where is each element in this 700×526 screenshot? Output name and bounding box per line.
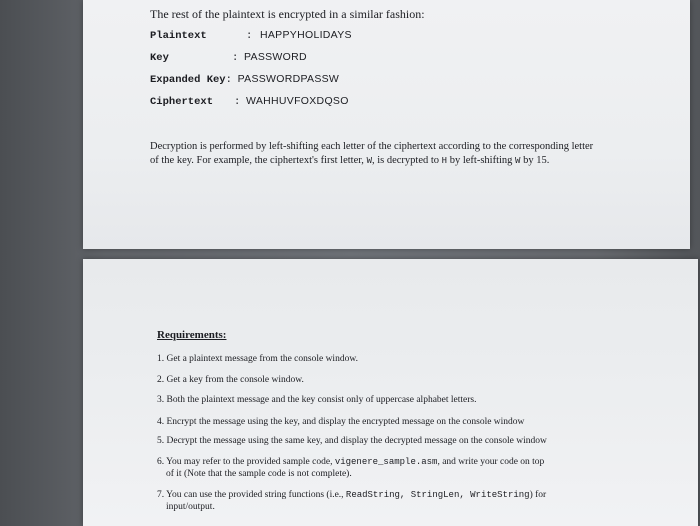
requirement-6-line-2: of it (Note that the sample code is not complete). bbox=[166, 469, 352, 479]
requirement-text: 6. You may refer to the provided sample code, bbox=[157, 457, 335, 467]
requirement-5: 5. Decrypt the message using the same key, and display the decrypted message on the console window bbox=[157, 436, 547, 446]
decryption-line-1: Decryption is performed by left-shifting each letter of the ciphertext according to the corresponding letter bbox=[150, 141, 594, 152]
string-functions: ReadString, StringLen, WriteString bbox=[345, 490, 530, 500]
requirement-text: ) for bbox=[529, 490, 547, 500]
plaintext-label: Plaintext bbox=[150, 30, 207, 42]
ciphertext-colon: : bbox=[234, 96, 241, 108]
cipher-letter-w: W bbox=[366, 156, 372, 166]
key-value: PASSWORD bbox=[244, 51, 307, 63]
decryption-paragraph bbox=[150, 140, 630, 168]
decryption-text: by left-shifting bbox=[447, 155, 516, 166]
requirement-1: 1. Get a plaintext message from the console window. bbox=[157, 354, 358, 364]
requirement-6-line-1 bbox=[157, 456, 617, 468]
ciphertext-row bbox=[150, 95, 349, 108]
cipher-letter-w: W bbox=[515, 156, 521, 166]
decryption-text: of the key. For example, the ciphertext's first letter, bbox=[150, 155, 367, 166]
key-label: Key bbox=[150, 52, 169, 64]
requirement-7-line-1 bbox=[157, 489, 617, 501]
requirement-6 bbox=[157, 456, 617, 480]
expanded-key-value: PASSWORDPASSW bbox=[237, 73, 340, 85]
intro-text: The rest of the plaintext is encrypted in a similar fashion: bbox=[150, 7, 425, 21]
decryption-text: , is decrypted to bbox=[371, 155, 442, 166]
expanded-key-colon: : bbox=[225, 74, 232, 86]
requirement-4: 4. Encrypt the message using the key, and display the encrypted message on the console window bbox=[157, 417, 525, 427]
plaintext-colon: : bbox=[246, 30, 253, 42]
expanded-key-label: Expanded Key bbox=[150, 74, 226, 86]
key-colon: : bbox=[232, 52, 239, 64]
requirement-3: 3. Both the plaintext message and the key consist only of uppercase alphabet letters. bbox=[157, 395, 477, 405]
expanded-key-row bbox=[150, 73, 339, 86]
requirements-heading: Requirements: bbox=[157, 329, 227, 341]
requirement-text: 7. You can use the provided string functions (i.e., bbox=[157, 490, 346, 500]
lower-page bbox=[83, 259, 698, 526]
plaintext-row bbox=[150, 29, 352, 42]
ciphertext-value: WAHHUVFOXDQSO bbox=[246, 95, 349, 107]
decryption-line-2 bbox=[150, 154, 630, 168]
ciphertext-label: Ciphertext bbox=[150, 96, 214, 108]
requirement-2: 2. Get a key from the console window. bbox=[157, 375, 304, 385]
plain-letter-h: H bbox=[441, 156, 448, 166]
plaintext-value: HAPPYHOLIDAYS bbox=[260, 29, 352, 41]
requirement-7 bbox=[157, 489, 617, 513]
decryption-text: by 15. bbox=[520, 155, 550, 166]
key-row bbox=[150, 51, 307, 64]
upper-page bbox=[83, 0, 690, 249]
requirement-7-line-2: input/output. bbox=[166, 502, 215, 512]
requirement-text: , and write your code on top bbox=[437, 457, 545, 467]
sample-filename: vigenere_sample.asm bbox=[334, 457, 438, 467]
